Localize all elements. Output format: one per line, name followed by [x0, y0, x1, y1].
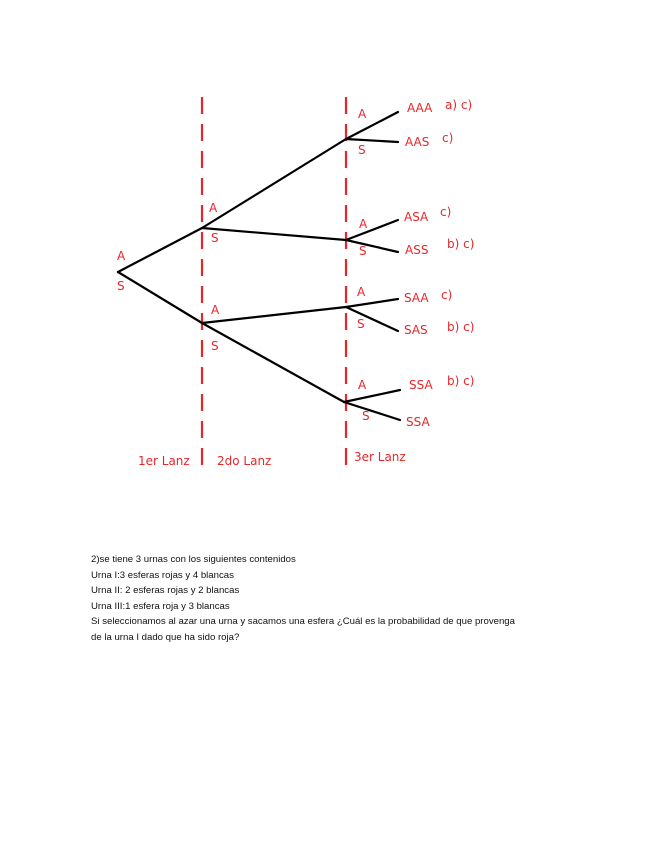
level3-1-label-A: A	[358, 107, 367, 121]
problem-line: Si seleccionamos al azar una urna y sacamos una esfera ¿Cuál es la probabilidad de que provenga	[91, 616, 515, 627]
outcome-label: ASA	[404, 210, 429, 224]
outcome-note: b) c)	[447, 320, 475, 334]
outcome-note: c)	[440, 205, 452, 219]
branch-SA-S	[346, 307, 398, 331]
root-label-A: A	[117, 249, 126, 263]
level3-2-label-S: S	[359, 244, 367, 258]
outcome-note: c)	[441, 288, 453, 302]
branch-SA-A	[346, 299, 398, 307]
problem-line: de la urna I dado que ha sido roja?	[91, 631, 240, 643]
problem-line: Urna III:1 esfera roja y 3 blancas	[91, 600, 230, 612]
outcome-label: SSA	[409, 378, 433, 392]
level3-3-label-A: A	[357, 285, 366, 299]
level3-4-label-S: S	[362, 409, 370, 423]
branch-SS-S	[344, 402, 400, 420]
outcome-note: c)	[442, 131, 454, 145]
root-label-S: S	[117, 279, 125, 293]
outcome-label: ASS	[405, 243, 429, 257]
branch-AS-S	[346, 240, 398, 252]
branch-AS-A	[346, 220, 398, 240]
outcome-label: SSA	[406, 415, 430, 429]
problem-line: Urna I:3 esferas rojas y 4 blancas	[91, 569, 234, 581]
outcome-note: b) c)	[447, 374, 475, 388]
outcome-note: b) c)	[447, 237, 475, 251]
branch-A-A	[202, 139, 346, 228]
level2-bottom-label-S: S	[211, 339, 219, 353]
column-label-3er-lanz: 3er Lanz	[354, 450, 406, 464]
tree-branches	[118, 112, 400, 420]
branch-root-S	[118, 272, 202, 323]
outcome-note: a) c)	[445, 98, 473, 112]
level3-2-label-A: A	[359, 217, 368, 231]
outcome-label: SAA	[404, 291, 429, 305]
level2-top-label-A: A	[209, 201, 218, 215]
outcome-label: AAS	[405, 135, 430, 149]
problem-statement	[91, 552, 591, 645]
branch-S-S	[202, 323, 344, 402]
column-label-1er-lanz: 1er Lanz	[138, 454, 190, 468]
level2-bottom-label-A: A	[211, 303, 220, 317]
level3-4-label-A: A	[358, 378, 367, 392]
branch-AA-S	[346, 139, 398, 142]
column-label-2do-lanz: 2do Lanz	[217, 454, 272, 468]
problem-line: Urna II: 2 esferas rojas y 2 blancas	[91, 585, 240, 596]
level2-top-label-S: S	[211, 231, 219, 245]
branch-S-A	[202, 307, 346, 323]
outcome-label: SAS	[404, 323, 428, 337]
level3-1-label-S: S	[358, 143, 366, 157]
level3-3-label-S: S	[357, 317, 365, 331]
branch-A-S	[202, 228, 346, 240]
outcome-label: AAA	[407, 101, 433, 115]
branch-root-A	[118, 228, 202, 272]
problem-line: 2)se tiene 3 urnas con los siguientes contenidos	[91, 554, 296, 565]
branch-SS-A	[344, 390, 400, 402]
branch-AA-A	[346, 112, 398, 139]
